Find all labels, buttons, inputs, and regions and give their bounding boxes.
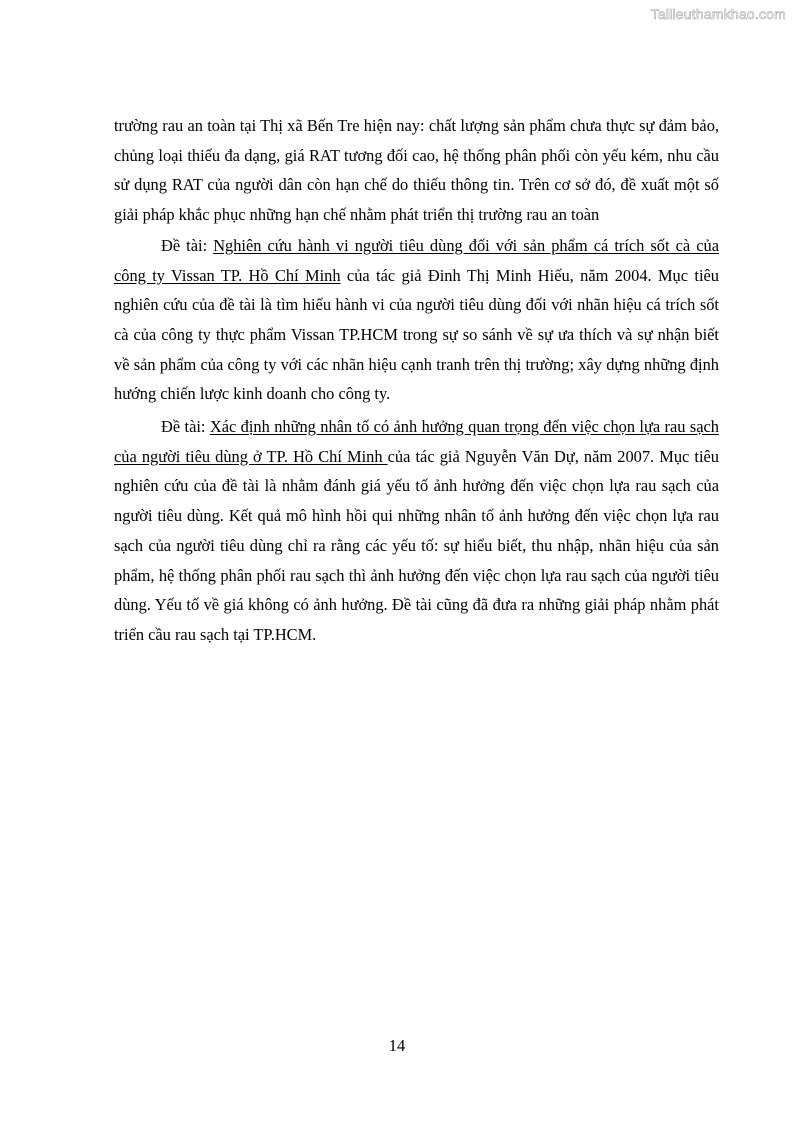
study-title-link: Xác định những nhân tố có ảnh hưởng quan trọng đến việc chọn lựa rau sạch của người tiêu dùng ở TP. Hồ Chí Minh: [114, 417, 719, 466]
paragraph-text: của tác giả Đinh Thị Minh Hiếu, năm 2004. Mục tiêu nghiên cứu của đề tài là tìm hiểu hành vi của người tiêu dùng đối với nhãn hiệu cá trích sốt cà của công ty thực phẩm Vissan TP.HCM trong sự so sánh về sự ưa thích và sự nhận biết về sản phẩm của công ty với các nhãn hiệu cạnh tranh trên thị trường; xây dựng những định hướng chiến lược kinh doanh cho công ty.: [114, 265, 719, 404]
topic-label: Đề tài:: [161, 235, 214, 255]
paragraph-study-rau-sach: [114, 412, 719, 650]
paragraph-text: trường rau an toàn tại Thị xã Bến Tre hiện nay: chất lượng sản phẩm chưa thực sự đảm bảo, chủng loại thiếu đa dạng, giá RAT tương đối cao, hệ thống phân phối còn yếu kém, nhu cầu sử dụng RAT của người dân còn hạn chế do thiếu thông tin. Trên cơ sở đó, đề xuất một số giải pháp khắc phục những hạn chế nhằm phát triển thị trường rau an toàn: [114, 116, 719, 225]
page-number: 14: [388, 1036, 406, 1055]
watermark: Tailieuthamkhao.com: [650, 6, 786, 22]
paragraph-continuation: [114, 111, 719, 230]
paragraph-study-vissan: [114, 231, 719, 409]
document-body: [114, 111, 719, 650]
topic-label: Đề tài:: [161, 417, 210, 437]
study-title-link: Nghiên cứu hành vi người tiêu dùng đối với sản phẩm cá trích sốt cà của công ty Vissan TP. Hồ Chí Minh: [114, 235, 719, 285]
paragraph-text: của tác giả Nguyễn Văn Dự, năm 2007. Mục tiêu nghiên cứu của đề tài là nhằm đánh giá yếu tố ảnh hưởng đến việc chọn lựa rau sạch của người tiêu dùng. Kết quả mô hình hồi qui những nhân tố ảnh hưởng đến việc chọn lựa rau sạch của người tiêu dùng chỉ ra rằng các yếu tố: sự hiểu biết, thu nhập, nhãn hiệu của sản phẩm, hệ thống phân phối rau sạch thì ảnh hưởng đến việc chọn lựa rau sạch của người tiêu dùng. Yếu tố về giá không có ảnh hưởng. Đề tài cũng đã đưa ra những giải pháp nhằm phát triển cầu rau sạch tại TP.HCM.: [114, 446, 719, 644]
